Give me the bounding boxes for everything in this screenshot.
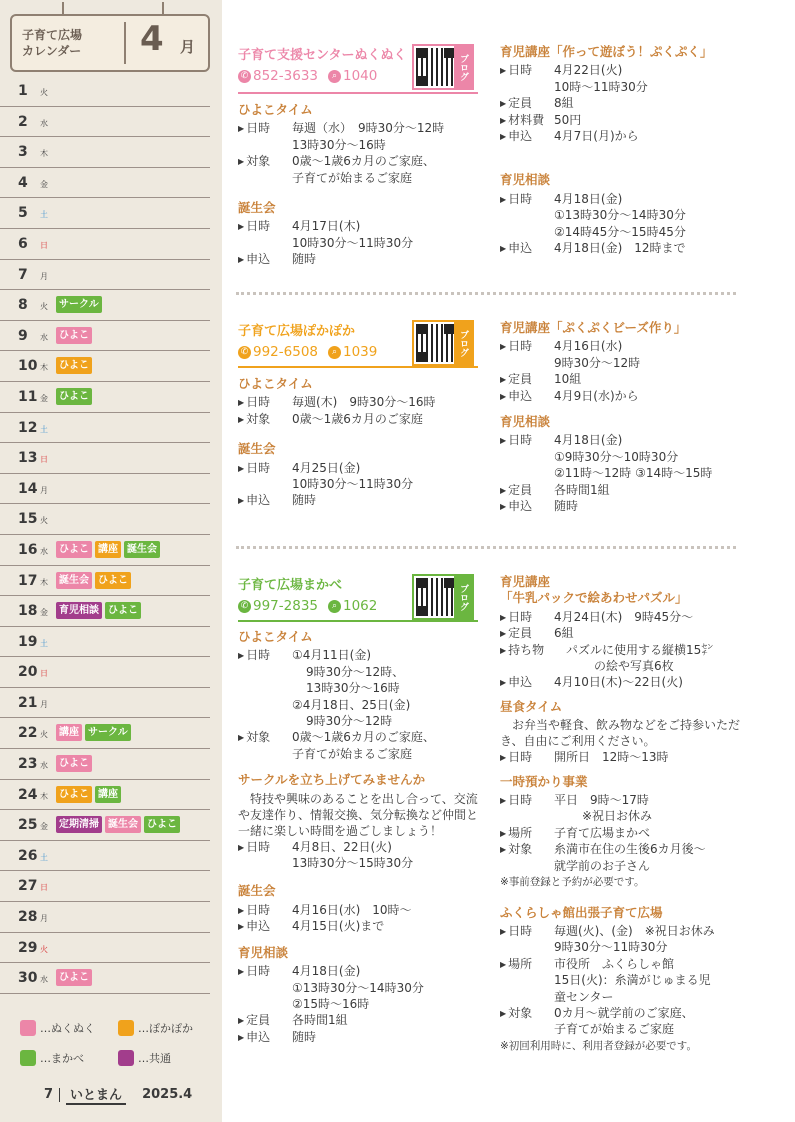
info-row-cont: 9時30分～12時、 [306, 664, 405, 679]
calendar-weekday: 木 [40, 791, 48, 801]
calendar-weekday: 火 [40, 730, 48, 740]
event-tag: ひよこ [56, 786, 92, 803]
page-footer [44, 1084, 192, 1105]
calendar-day-number: 14 [18, 480, 38, 497]
legend-label: …ぬくぬく [40, 1022, 95, 1035]
section-divider [236, 546, 736, 549]
calendar-day-row [0, 902, 210, 933]
legend-item-makabe [20, 1050, 84, 1066]
calendar-weekday: 火 [40, 516, 48, 526]
info-row-cont: の絵や写真6枚 [594, 659, 674, 674]
calendar-day-number: 3 [18, 144, 28, 161]
legend-item-nukunuku [20, 1020, 95, 1036]
calendar-weekday: 金 [40, 179, 48, 189]
calendar-day-number: 18 [18, 603, 38, 620]
section-heading: ひよこタイム [238, 376, 313, 391]
calendar-day-row [0, 657, 210, 688]
calendar-day-number: 21 [18, 694, 38, 711]
legend-label: …共通 [138, 1052, 171, 1065]
search-number: ⌕ 1039 [328, 344, 377, 360]
info-row-cont: 9時30分～12時 [554, 355, 641, 370]
notice-text: ※事前登録と予約が必要です。 [500, 876, 645, 889]
legend-item-common [118, 1050, 171, 1066]
info-row: ▶ 申込 随時 [238, 1029, 488, 1045]
legend-swatch [20, 1050, 36, 1066]
center-pokapoka-header [238, 320, 478, 370]
calendar-day-row [0, 596, 210, 627]
calendar-day-row [0, 351, 210, 382]
calendar-month-unit: 月 [180, 38, 196, 56]
info-row: ▶ 対象 0カ月～就学前のご家庭、 [500, 1005, 745, 1021]
event-tags [56, 357, 92, 374]
calendar-weekday: 火 [40, 302, 48, 312]
info-row: ▶ 定員 各時間1組 [500, 482, 750, 498]
info-row: ▶ 日時 4月16日(水) 10時～ [238, 902, 488, 918]
event-tag: ひよこ [95, 572, 131, 589]
calendar-weekday: 土 [40, 210, 48, 220]
event-tag: ひよこ [56, 327, 92, 344]
phone-icon: ✆ [238, 346, 251, 359]
calendar-weekday: 水 [40, 332, 48, 342]
calendar-day-number: 1 [18, 83, 28, 99]
qr-blog-label: ブログ [454, 46, 472, 88]
search-number: ⌕ 1062 [328, 598, 377, 614]
legend-swatch [118, 1050, 134, 1066]
info-row: ▶ 材料費 50円 [500, 112, 750, 128]
info-row: ▶ 日時 毎週(木) 9時30分～16時 [238, 394, 488, 410]
info-row-cont: 13時30分～16時 [292, 137, 386, 152]
info-row: ▶ 日時 4月18日(金) [500, 432, 750, 448]
info-row: ▶ 申込 4月10日(木)～22日(火) [500, 674, 745, 690]
event-tags [56, 755, 92, 772]
qr-blog-label: ブログ [454, 576, 472, 618]
info-row: ▶ 申込 随時 [500, 498, 750, 514]
section-heading: 誕生会 [238, 441, 276, 457]
info-row: ▶ 申込 随時 [238, 492, 488, 508]
info-row: ▶ 持ち物 パズルに使用する縦横15㌢ [500, 642, 745, 658]
calendar-day-row [0, 107, 210, 138]
calendar-header-divider [124, 22, 126, 64]
calendar-weekday: 水 [40, 118, 48, 128]
section-heading: サークルを立ち上げてみませんか [238, 772, 426, 788]
magazine-logo: いとまん [66, 1084, 126, 1105]
event-tag: 誕生会 [124, 541, 160, 558]
event-tags [56, 602, 141, 619]
calendar-day-row [0, 933, 210, 964]
info-row-cont: 13時30分～16時 [306, 681, 400, 696]
event-tag: ひよこ [56, 969, 92, 986]
search-number: ⌕ 1040 [328, 68, 377, 84]
calendar-day-row [0, 137, 210, 168]
info-row: ▶ 対象 0歳～1歳6カ月のご家庭、 [238, 153, 488, 169]
calendar-month-number: 4 [140, 19, 164, 59]
calendar-day-row [0, 229, 210, 260]
calendar-weekday: 土 [40, 424, 48, 434]
event-tag: 育児相談 [56, 602, 102, 619]
calendar-day-number: 28 [18, 909, 38, 926]
section-heading: 育児相談 [500, 172, 551, 188]
calendar-day-number: 6 [18, 235, 28, 252]
event-tag: ひよこ [144, 816, 180, 833]
calendar-title-line1: 子育て広場 [22, 28, 83, 42]
info-row: ▶ 申込 4月15日(火)まで [238, 918, 488, 934]
calendar-day-row [0, 443, 210, 474]
calendar-weekday: 水 [40, 975, 48, 985]
search-icon: ⌕ [328, 346, 341, 359]
section-heading: 育児講座「作って遊ぼう！ぷくぷく」 [500, 44, 713, 59]
calendar-day-row [0, 321, 210, 352]
info-row-cont: ②4月18日、25日(金) [292, 697, 411, 712]
event-tag: 講座 [95, 786, 121, 803]
info-row: ▶ 対象 0歳～1歳6カ月のご家庭、 [238, 729, 488, 745]
event-tag: ひよこ [56, 755, 92, 772]
calendar-day-number: 9 [18, 327, 28, 344]
calendar-day-row [0, 198, 210, 229]
calendar-weekday: 水 [40, 761, 48, 771]
calendar-day-row [0, 260, 210, 291]
search-icon: ⌕ [328, 600, 341, 613]
info-row-cont: 13時30分～15時30分 [292, 856, 414, 871]
calendar-day-row [0, 566, 210, 597]
event-tags [56, 388, 92, 405]
calendar-weekday: 月 [40, 699, 48, 709]
section-heading: 昼食タイム [500, 698, 563, 714]
calendar-weekday: 月 [40, 485, 48, 495]
info-row: ▶ 日時 毎週（水） 9時30分～12時 [238, 120, 488, 136]
section-heading: ひよこタイム [238, 102, 313, 117]
calendar-day-row [0, 871, 210, 902]
calendar-weekday: 日 [40, 883, 48, 893]
qr-code-icon [416, 578, 454, 616]
info-row: ▶ 日時 4月18日(金) [238, 963, 488, 979]
calendar-panel [0, 0, 222, 1122]
calendar-weekday: 水 [40, 546, 48, 556]
calendar-day-number: 27 [18, 878, 38, 895]
info-row-cont: 就学前のお子さん [554, 858, 651, 873]
info-row: ▶ 日時 毎週(火)、(金) ※祝日お休み [500, 923, 745, 939]
info-row-cont: 10時30分～11時30分 [292, 235, 414, 250]
info-row: ▶ 定員 8組 [500, 95, 750, 111]
pokapoka-left-column [238, 370, 488, 509]
info-row: ▶ 申込 4月7日(月)から [500, 128, 750, 144]
info-row-cont: ①13時30分～14時30分 [554, 208, 686, 223]
event-tags [56, 786, 121, 803]
calendar-rows [0, 76, 210, 994]
calendar-day-row [0, 76, 210, 107]
calendar-day-number: 24 [18, 786, 38, 803]
event-tags [56, 296, 102, 313]
info-row-cont: 15日(火)：糸満がじゅまる児 [554, 973, 711, 988]
event-tags [56, 541, 160, 558]
event-tags [56, 327, 92, 344]
section-heading: ひよこタイム [238, 629, 313, 644]
calendar-weekday: 日 [40, 455, 48, 465]
calendar-day-row [0, 688, 210, 719]
calendar-day-row [0, 718, 210, 749]
phone-number: ✆ 992-6508 [238, 344, 318, 360]
calendar-day-row [0, 168, 210, 199]
calendar-weekday: 木 [40, 363, 48, 373]
info-row: ▶ 申込 4月9日(水)から [500, 388, 750, 404]
section-divider [236, 292, 736, 295]
legend-swatch [118, 1020, 134, 1036]
calendar-day-number: 16 [18, 541, 38, 558]
calendar-weekday: 月 [40, 271, 48, 281]
footer-divider [59, 1088, 60, 1102]
section-heading: 一時預かり事業 [500, 773, 588, 789]
event-tag: ひよこ [105, 602, 141, 619]
info-row-cont: 子育てが始まるご家庭 [292, 746, 413, 761]
calendar-weekday: 日 [40, 240, 48, 250]
calendar-day-number: 19 [18, 633, 38, 650]
section-heading: ふくらしゃ館出張子育て広場 [500, 904, 663, 920]
info-row: ▶ 申込 随時 [238, 251, 488, 267]
info-row: ▶ 定員 各時間1組 [238, 1012, 488, 1028]
center-makabe-header [238, 574, 478, 624]
info-row: ▶ 日時 4月8日、22日(火) [238, 839, 488, 855]
info-row: ▶ 日時 4月17日(木) [238, 218, 488, 234]
info-row-cont: 10時30分～11時30分 [292, 477, 414, 492]
nukunuku-left-column [238, 96, 488, 268]
qr-code-icon [416, 48, 454, 86]
info-row-cont: 子育てが始まるご家庭 [292, 170, 413, 185]
info-row: ▶ 日時 平日 9時～17時 [500, 792, 745, 808]
calendar-header [10, 14, 210, 72]
section-heading: 誕生会 [238, 883, 276, 899]
section-heading: 育児講座「ぷくぷくビーズ作り」 [500, 320, 687, 335]
calendar-weekday: 木 [40, 577, 48, 587]
calendar-weekday: 金 [40, 822, 48, 832]
qr-code-blog[interactable] [412, 320, 474, 366]
nukunuku-right-column [500, 38, 750, 256]
qr-blog-label: ブログ [454, 322, 472, 364]
event-tag: ひよこ [56, 388, 92, 405]
center-underline [238, 620, 478, 622]
info-row-cont: 9時30分～11時30分 [554, 940, 668, 955]
section-heading: 「牛乳パックで絵あわせパズル」 [500, 590, 688, 606]
circle-description: 特技や興味のあることを出し合って、交流や友達作り、情報交換、気分転換など仲間と一緒に楽しい時間を過ごしましょう！ [238, 791, 479, 838]
legend-label: …ぽかぽか [138, 1022, 193, 1035]
info-row: ▶ 日時 ①4月11日(金) [238, 647, 488, 663]
event-tags [56, 724, 131, 741]
info-row: ▶ 日時 4月18日(金) [500, 191, 750, 207]
info-row: ▶ 対象 0歳～1歳6カ月のご家庭 [238, 411, 488, 427]
event-tag: 誕生会 [56, 572, 92, 589]
section-heading: 誕生会 [238, 200, 276, 216]
info-row: ▶ 定員 10組 [500, 371, 750, 387]
calendar-weekday: 金 [40, 608, 48, 618]
event-tag: 講座 [56, 724, 82, 741]
event-tag: ひよこ [56, 357, 92, 374]
center-name: 子育て支援センターぬくぬく [238, 48, 407, 63]
calendar-weekday: 金 [40, 393, 48, 403]
legend-item-pokapoka [118, 1020, 193, 1036]
event-tag: 誕生会 [105, 816, 141, 833]
info-row: ▶ 申込 4月18日(金) 12時まで [500, 240, 750, 256]
calendar-day-number: 26 [18, 847, 38, 864]
calendar-day-number: 23 [18, 756, 38, 773]
section-heading: 育児講座 [500, 574, 551, 589]
calendar-day-row [0, 963, 210, 994]
calendar-day-number: 13 [18, 450, 38, 467]
center-underline [238, 92, 478, 94]
phone-number: ✆ 997-2835 [238, 598, 318, 614]
info-row: ▶ 日時 開所日 12時～13時 [500, 749, 745, 765]
qr-code-blog[interactable] [412, 574, 474, 620]
calendar-day-number: 7 [18, 266, 28, 283]
center-underline [238, 366, 478, 368]
info-row-cont: 9時30分～12時 [306, 714, 393, 729]
info-row-cont: 子育てが始まるご家庭 [554, 1022, 675, 1037]
calendar-weekday: 日 [40, 669, 48, 679]
event-tags [56, 572, 131, 589]
calendar-weekday: 火 [40, 88, 48, 97]
info-row: ▶ 日時 4月24日(木) 9時45分～ [500, 609, 745, 625]
makabe-left-column [238, 623, 488, 1045]
center-name: 子育て広場ぽかぽか [238, 324, 356, 339]
event-tag: サークル [85, 724, 131, 741]
event-tags [56, 816, 180, 833]
calendar-day-row [0, 504, 210, 535]
calendar-day-row [0, 810, 210, 841]
info-row: ▶ 場所 市役所 ふくらしゃ館 [500, 956, 745, 972]
lunch-description: お弁当や軽食、飲み物などをご持参いただき、自由にご利用ください。 [500, 718, 741, 749]
event-tag: ひよこ [56, 541, 92, 558]
calendar-day-row [0, 535, 210, 566]
info-row: ▶ 日時 4月16日(水) [500, 338, 750, 354]
phone-icon: ✆ [238, 70, 251, 83]
center-name: 子育て広場まかべ [238, 578, 343, 593]
calendar-weekday: 木 [40, 149, 48, 159]
calendar-day-number: 17 [18, 572, 38, 589]
phone-number: ✆ 852-3633 [238, 68, 318, 84]
calendar-day-number: 4 [18, 174, 28, 191]
calendar-day-number: 25 [18, 817, 38, 834]
info-row: ▶ 場所 子育て広場まかべ [500, 825, 745, 841]
legend-label: …まかべ [40, 1052, 84, 1065]
info-row: ▶ 定員 6組 [500, 625, 745, 641]
calendar-day-row [0, 382, 210, 413]
calendar-weekday: 火 [40, 944, 48, 954]
info-row-cont: ①13時30分～14時30分 [292, 980, 424, 995]
section-heading: 育児相談 [500, 414, 551, 430]
calendar-day-number: 30 [18, 970, 38, 987]
calendar-day-row [0, 627, 210, 658]
qr-code-icon [416, 324, 454, 362]
event-tag: 定期清掃 [56, 816, 102, 833]
calendar-day-number: 10 [18, 358, 38, 375]
page-number: 7 [44, 1087, 54, 1102]
makabe-right-column [500, 568, 745, 1054]
calendar-day-number: 11 [18, 388, 38, 405]
calendar-day-row [0, 413, 210, 444]
event-tags [56, 969, 92, 986]
pokapoka-right-column [500, 314, 750, 514]
calendar-weekday: 土 [40, 852, 48, 862]
info-row: ▶ 日時 4月25日(金) [238, 460, 488, 476]
info-row-cont: ②15時～16時 [292, 996, 370, 1011]
calendar-day-number: 2 [18, 113, 28, 130]
calendar-day-number: 5 [18, 205, 28, 222]
info-row-cont: ①9時30分～10時30分 [554, 449, 679, 464]
issue-date: 2025.4 [142, 1087, 193, 1102]
info-row-cont: ②11時～12時 ③14時～15時 [554, 466, 713, 481]
info-row-cont: ※祝日お休み [582, 809, 653, 824]
calendar-day-number: 15 [18, 511, 38, 528]
event-tag: サークル [56, 296, 102, 313]
calendar-day-number: 29 [18, 939, 38, 956]
search-icon: ⌕ [328, 70, 341, 83]
calendar-day-number: 22 [18, 725, 38, 742]
legend-swatch [20, 1020, 36, 1036]
calendar-weekday: 月 [40, 914, 48, 924]
calendar-day-number: 8 [18, 297, 28, 314]
calendar-day-row [0, 780, 210, 811]
calendar-day-row [0, 749, 210, 780]
phone-icon: ✆ [238, 600, 251, 613]
section-heading: 育児相談 [238, 944, 289, 960]
calendar-day-number: 12 [18, 419, 38, 436]
notice-text: ※初回利用時に、利用者登録が必要です。 [500, 1039, 697, 1052]
info-row: ▶ 日時 4月22日(火) [500, 62, 750, 78]
calendar-title-line2: カレンダー [22, 44, 82, 58]
calendar-day-row [0, 841, 210, 872]
calendar-day-row [0, 474, 210, 505]
qr-code-blog[interactable] [412, 44, 474, 90]
center-nukunuku-header [238, 44, 478, 94]
info-row-cont: 童センター [554, 989, 614, 1004]
calendar-day-row [0, 290, 210, 321]
event-tag: 講座 [95, 541, 121, 558]
info-row-cont: 10時～11時30分 [554, 79, 648, 94]
calendar-day-number: 20 [18, 664, 38, 681]
calendar-weekday: 土 [40, 638, 48, 648]
info-row-cont: ②14時45分～15時45分 [554, 224, 686, 239]
info-row: ▶ 対象 糸満市在住の生後6カ月後～ [500, 841, 745, 857]
